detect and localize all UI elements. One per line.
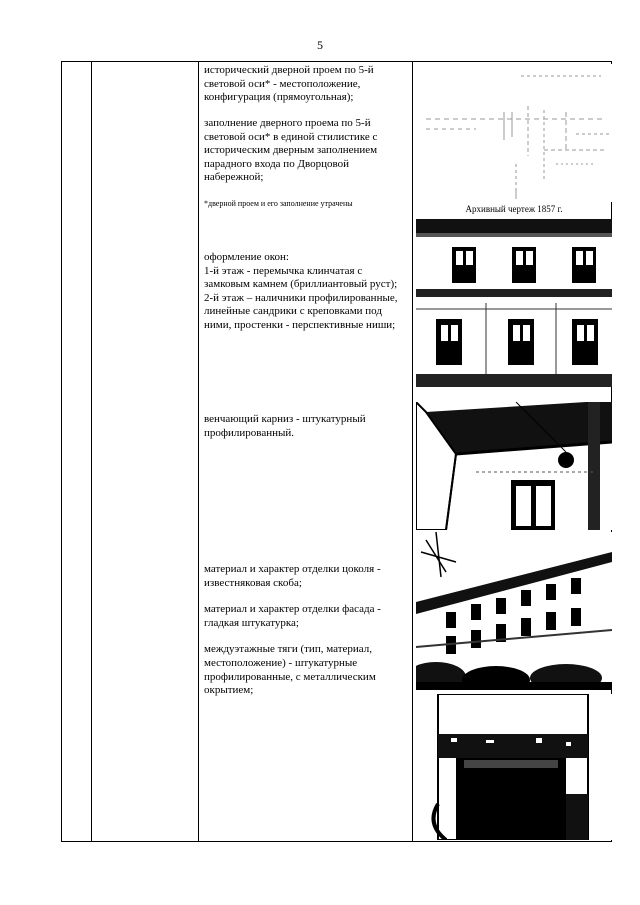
facade-text: материал и характер отделки фасада - гладкая штукатурка; [204,603,381,629]
cornice-icon [416,402,612,530]
column-divider [412,62,413,841]
windows-floor1-text: 1-й этаж - перемычка клинчатая с замковым камнем (бриллиантовый руст); [204,264,398,291]
text-block-door-filling [204,117,409,185]
door-opening-text: исторический дверной проем по 5-й световой оси* - местоположение, конфигурация (прямоугольная); [204,64,374,104]
door-filling-text: заполнение дверного проема по 5-й световой оси* в единой стилистике с историческим дверным заполнением парадного входа по Дворцовой набережной; [204,117,378,184]
door-icon [416,694,612,840]
images-column [416,62,612,843]
door-photo [416,694,612,840]
column-divider [198,62,199,841]
drawing-caption: Архивный чертеж 1857 г. [465,204,563,214]
footnote: *дверной проем и его заполнение утрачены [204,199,353,208]
text-block-windows [204,251,409,333]
windows-floor2-text: 2-й этаж – наличники профилированные, линейные сандрики с креповками под ними, простенки - перспективные ниши; [204,291,398,331]
page-number: 5 [317,38,323,52]
cornice-text: венчающий карниз - штукатурный профилированный. [204,413,366,439]
text-block-materials [204,563,409,698]
text-block-cornice [204,413,409,440]
column-divider [91,62,92,841]
archival-drawing-image [416,64,612,202]
drawing-icon [416,64,612,202]
windows-photo [416,219,612,387]
windows-title: оформление окон: [204,251,289,263]
street-icon [416,532,612,690]
text-block-door [204,64,409,105]
cornice-photo [416,402,612,530]
street-photo [416,532,612,690]
attributes-table [61,61,612,842]
plinth-text: материал и характер отделки цоколя - известняковая скоба; [204,563,381,589]
windows-icon [416,219,612,387]
belts-text: междуэтажные тяги (тип, материал, местоположение) - штукатурные профилированные, с металлическим окрытием; [204,643,376,697]
